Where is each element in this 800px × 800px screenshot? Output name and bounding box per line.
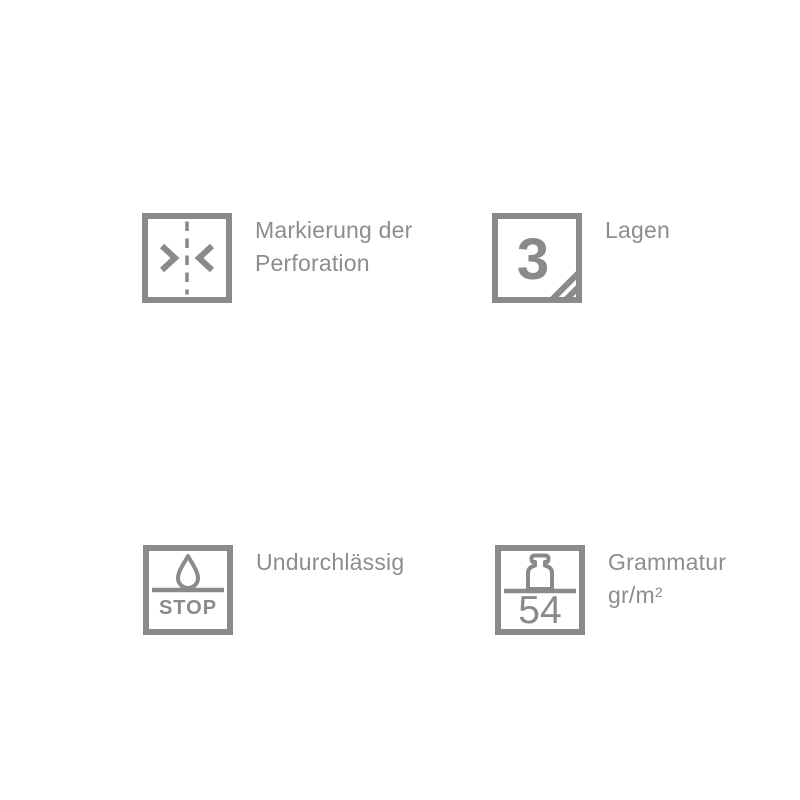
feature-plies-label (605, 214, 670, 247)
feature-grammage-label-line2 (608, 579, 726, 616)
feature-grammage-label-line1: Grammatur (608, 549, 727, 575)
feature-impermeable-label-line1: Undurchlässig (256, 549, 405, 575)
feature-perforation-label-line1: Markierung der (255, 217, 413, 243)
feature-perforation (142, 213, 412, 303)
feature-plies-label-line1: Lagen (605, 217, 670, 243)
grammage-unit-superscript: 2 (654, 584, 663, 601)
weight-icon (495, 545, 585, 635)
perforation-mark-icon (142, 213, 232, 303)
plies-count: 3 (516, 227, 550, 292)
feature-perforation-label-line2: Perforation (255, 250, 370, 276)
plies-icon (492, 213, 582, 303)
stop-text: STOP (158, 597, 218, 619)
water-drop-stop-icon (143, 545, 233, 635)
feature-impermeable (143, 545, 404, 635)
grammage-unit-base: gr/m (608, 582, 655, 608)
grammage-value: 54 (518, 589, 562, 632)
feature-grammage-label (608, 546, 726, 616)
feature-perforation-label (255, 214, 412, 280)
feature-grammage (495, 545, 726, 635)
feature-plies (492, 213, 670, 303)
feature-impermeable-label (256, 546, 404, 579)
